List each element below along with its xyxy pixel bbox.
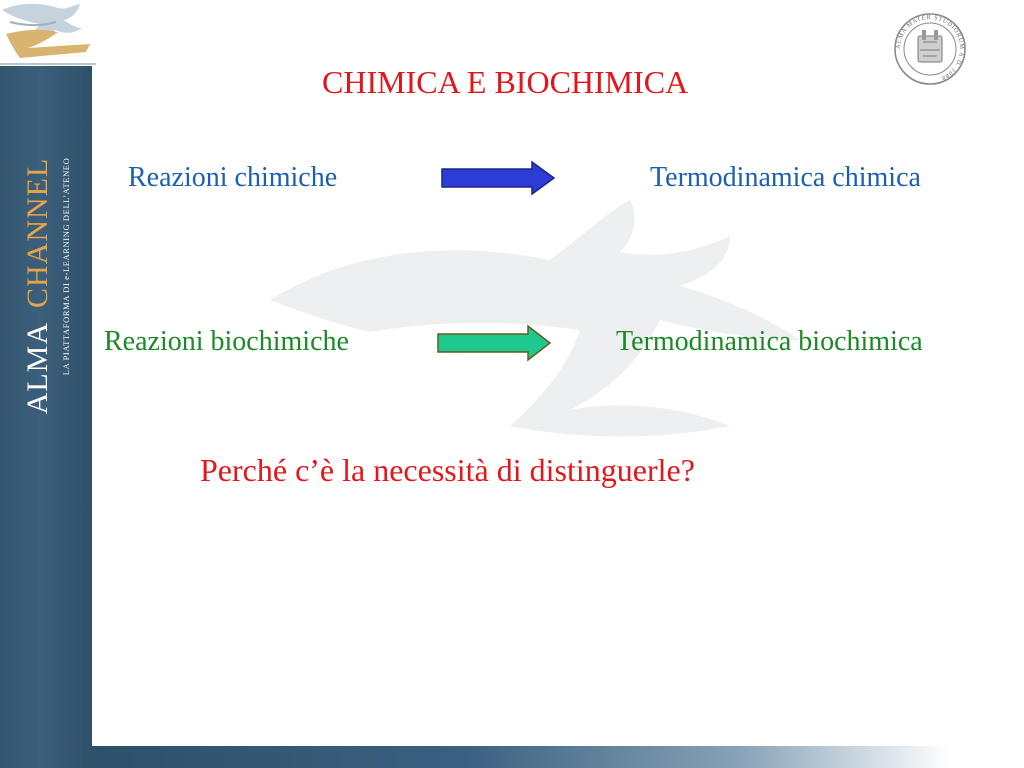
row1-left-text: Reazioni chimiche <box>128 162 338 193</box>
university-seal-icon <box>893 12 967 86</box>
alma-channel-horse-logo-icon <box>0 0 96 66</box>
row1-arrow-icon <box>440 160 556 196</box>
left-banner <box>0 66 92 768</box>
row1-right-text: Termodinamica chimica <box>650 162 921 193</box>
row2-right-text: Termodinamica biochimica <box>616 326 923 357</box>
row2-left-text: Reazioni biochimiche <box>104 326 349 357</box>
brand-alma-text: ALMA <box>21 321 54 415</box>
row2-arrow-icon <box>436 324 552 362</box>
seal-text: ALMA MATER STUDIORUM A.D. 1088 <box>894 13 966 82</box>
brand-subtitle: LA PIATTAFORMA DI e-LEARNING DELL’ATENEO <box>61 157 71 376</box>
question-text: Perché c’è la necessità di distinguerle? <box>200 452 695 488</box>
banner-brand-block <box>21 158 71 415</box>
slide-title: CHIMICA E BIOCHIMICA <box>322 64 689 100</box>
brand-channel-text: CHANNEL <box>21 157 54 308</box>
bottom-bar <box>92 746 1024 768</box>
